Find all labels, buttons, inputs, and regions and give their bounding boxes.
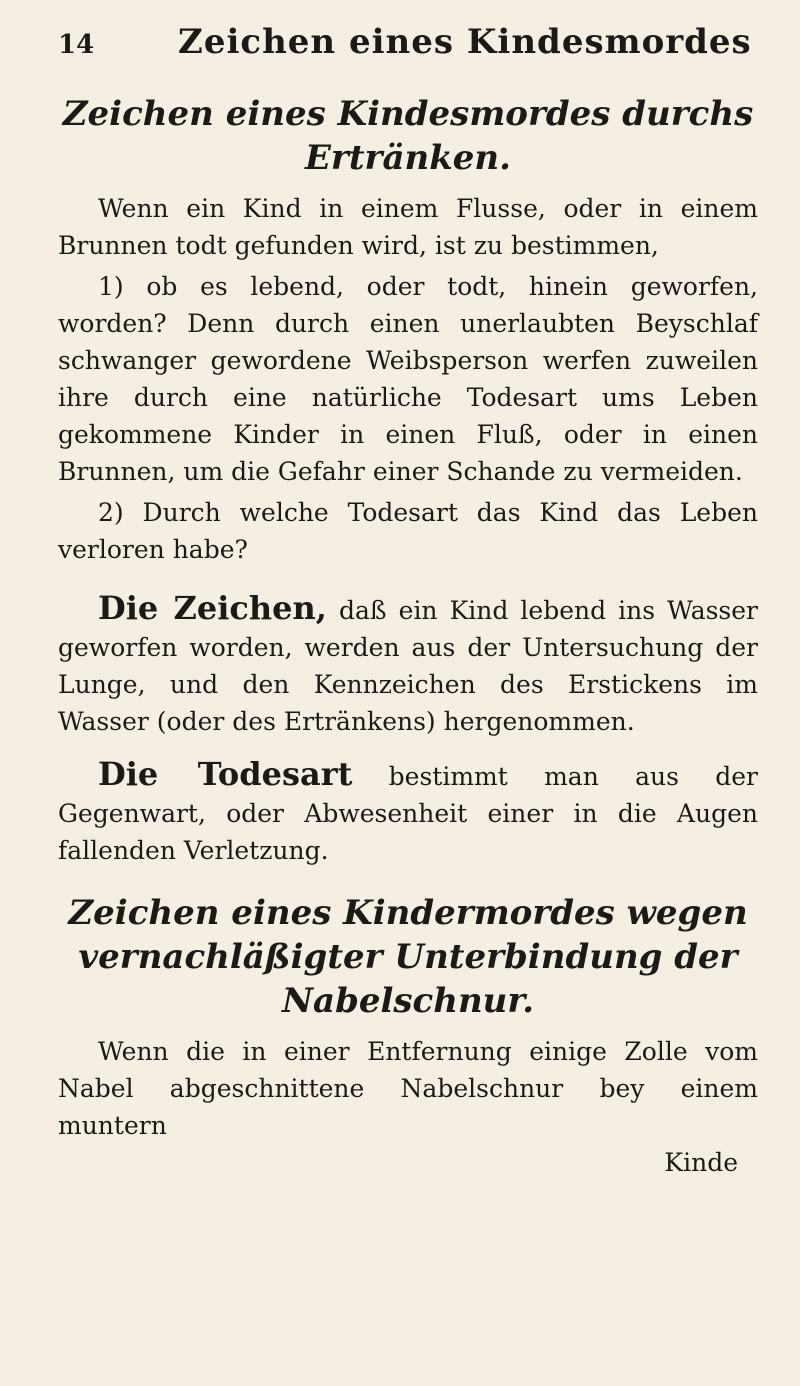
running-title: Zeichen eines Kindesmordes bbox=[178, 22, 752, 62]
lead-word-signs: Die Zeichen, bbox=[98, 589, 327, 627]
paragraph-manner-of-death bbox=[58, 756, 758, 869]
paragraph-signs-text: daß ein Kind lebend ins Wasser geworfen worden, werden aus der Untersuchung der Lunge, und den Kennzeichen des Erstickens im Wasser (oder des Ertränkens) hergenommen. bbox=[58, 596, 759, 736]
paragraph-signs bbox=[58, 590, 758, 740]
section-heading-drowning: Zeichen eines Kindesmordes durchs Ertränken. bbox=[62, 94, 754, 178]
paragraph-point-1: 1) ob es lebend, oder todt, hinein geworfen, worden? Denn durch einen unerlaubten Beyschlaf schwanger gewordene Weibsperson werfen zuweilen ihre durch eine natürliche Todesart ums Leben gekommene Kinder in einen Fluß, oder in einen Brunnen, um die Gefahr einer Schande zu vermeiden. bbox=[58, 272, 758, 486]
paragraph-point-2: 2) Durch welche Todesart das Kind das Leben verloren habe? bbox=[58, 498, 758, 564]
running-head bbox=[58, 22, 758, 82]
paragraph-umbilical: Wenn die in einer Entfernung einige Zolle vom Nabel abgeschnittene Nabelschnur bey einem muntern bbox=[58, 1037, 758, 1140]
section-heading-umbilical: Zeichen eines Kindermordes wegen vernachläßigter Unterbindung der Nabelschnur. bbox=[68, 893, 748, 1021]
catchword: Kinde bbox=[664, 1148, 738, 1177]
paragraph-intro: Wenn ein Kind in einem Flusse, oder in einem Brunnen todt gefunden wird, ist zu bestimmen, bbox=[58, 194, 758, 260]
page-number: 14 bbox=[58, 30, 95, 60]
spacer bbox=[58, 568, 758, 590]
paragraph-manner-text: bestimmt man aus der Gegenwart, oder Abwesenheit einer in die Augen fallenden Verletzung. bbox=[58, 762, 758, 865]
lead-word-manner: Die Todesart bbox=[98, 755, 353, 793]
spacer bbox=[58, 740, 758, 756]
